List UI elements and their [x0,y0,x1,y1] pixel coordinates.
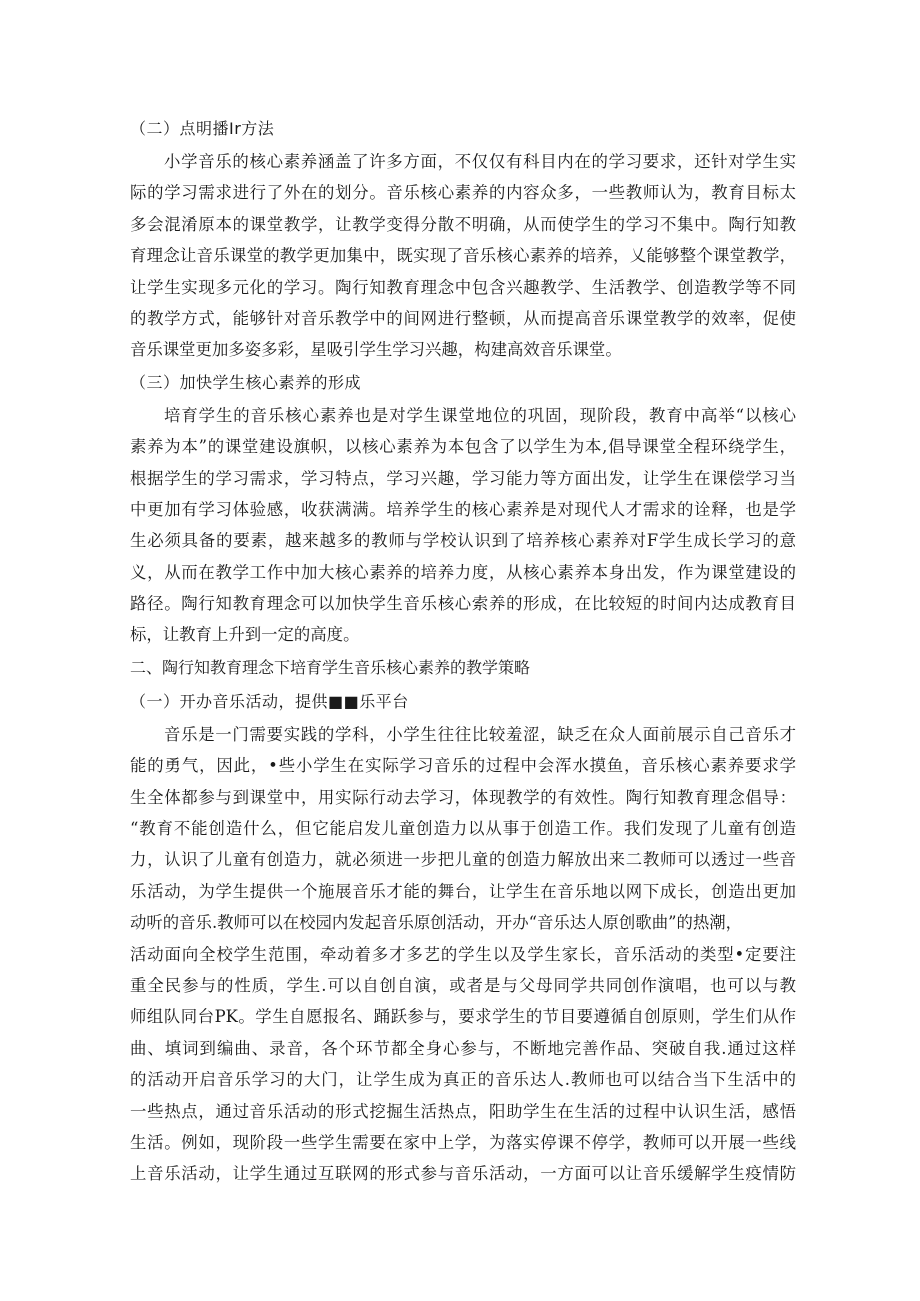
paragraph-line: 能的勇气，因此，•些小学生在实际学习音乐的过程中会浑水摸鱼，音乐核心素养要求学 [130,756,796,776]
paragraph-line: 生全体都参与到课堂中，用实际行动去学习，体现教学的有效性。陶行知教育理念倡导： [130,787,796,807]
section-heading-3-1: （一）开办音乐活动，提供■■乐平台 [130,691,409,711]
paragraph-teaching-methods [130,146,796,366]
paragraph-line: 素养为本”的课堂建设旗帜，以核心素养为本包含了以学生为本,倡导课堂全程环绕学生， [130,437,796,457]
paragraph-line: 生必须具备的要素，越来越多的教师与学校认识到了培养核心素养对F学生成长学习的意 [130,531,796,551]
paragraph-line: 多会混淆原本的课堂教学，让教学变得分散不明确，从而使学生的学习不集中。陶行知教 [130,214,796,234]
paragraph-line: “教育不能创造什么，但它能启发儿童创造力以从事于创造工作。我们发现了儿童有创造 [130,819,796,839]
paragraph-line: 上音乐活动，让学生通过互联网的形式参与音乐活动，一方面可以让音乐缓解学生疫情防 [130,1164,796,1184]
paragraph-line: 际的学习需求进行了外在的划分。音乐核心素养的内容众多，一些教师认为，教育目标太 [130,183,796,203]
paragraph-core-literacy [130,400,796,651]
paragraph-line: 根据学生的学习需求，学习特点，学习兴趣，学习能力等方面出发，让学生在课偿学习当 [130,468,796,488]
paragraph-line: 动听的音乐.教师可以在校园内发起音乐原创活动，开办“音乐达人原创歌曲”的热潮， [130,913,743,933]
paragraph-line: 让学生实现多元化的学习。陶行知教育理念中包含兴趣教学、生活教学、创造教学等不同 [130,277,796,297]
document-page [130,112,796,1190]
paragraph-line: 标，让教育上升到一定的高度。 [130,625,360,645]
paragraph-line: 音乐是一门需要实践的学科，小学生往往比较羞涩，缺乏在众人面前展示自己音乐才 [164,724,796,744]
paragraph-line: 的活动开启音乐学习的大门，让学生成为真正的音乐达人.教师也可以结合当下生活中的 [130,1070,796,1090]
paragraph-line: 乐活动，为学生提供一个施展音乐才能的舞台，让学生在音乐地以网下成长，创造出更加 [130,881,796,901]
paragraph-line: 一些热点，通过音乐活动的形式挖掘生活热点，阳助学生在生活的过程中认识生活，感悟 [130,1101,796,1121]
paragraph-line: 力，认识了儿童有创造力，就必须进一步把儿童的创造力解放出来二教师可以透过一些音 [130,850,796,870]
paragraph-line: 曲、填词到编曲、录音，各个环节都全身心参与，不断地完善作品、突破自我.通过这样 [130,1038,796,1058]
section-heading-2-3: （三）加快学生核心素养的形成 [130,372,362,392]
section-heading-2-2: （二）点明播Ir方法 [130,119,275,138]
paragraph-line: 小学音乐的核心素养涵盖了许多方面，不仅仅有科目内在的学习要求，还针对学生实 [164,152,796,171]
paragraph-line: 师组队同台PK。学生自愿报名、踊跃参与，要求学生的节目要遵循自创原则，学生们从作 [130,1007,796,1027]
paragraph-line: 育理念让音乐课堂的教学更加集中，既实现了音乐核心素养的培养，乂能够整个课堂教学， [130,246,796,266]
paragraph-music-activities [130,719,796,1190]
paragraph-line: 生活。例如，现阶段一些学生需要在家中上学，为落实停课不停学，教师可以开展一些线 [130,1132,796,1152]
paragraph-line: 重全民参与的性质，学生.可以自创自演，或者是与父母同学共同创作演唱，也可以与教 [130,975,796,995]
paragraph-line: 路径。陶行知教育理念可以加快学生音乐核心索养的形成，在比较短的时间内达成教育目 [130,594,796,614]
paragraph-line: 义，从而在教学工作中加大核心素养的培养力度，从核心素养本身出发，作为课堂建设的 [130,562,796,582]
paragraph-line: 音乐课堂更加多姿多彩，星吸引学生学习兴趣，构建高效音乐课堂。 [130,340,622,360]
paragraph-line: 培育学生的音乐核心素养也是对学生课堂地位的巩固，现阶段，教育中高举“以核心 [164,405,796,425]
paragraph-line: 的教学方式，能够针对音乐教学中的间网进行整顿，从而提高音乐课堂教学的效率，促使 [130,308,796,328]
section-heading-3: 二、陶行知教育理念下培育学生音乐核心素养的教学策略 [130,657,531,677]
paragraph-line: 中更加有学习体验感，收获满满。培养学生的核心素养是对现代人才需求的诠释，也是学 [130,499,796,519]
paragraph-line: 活动面向全校学生范围，牵动着多才多艺的学生以及学生家长，音乐活动的类型•定要注 [130,944,796,964]
